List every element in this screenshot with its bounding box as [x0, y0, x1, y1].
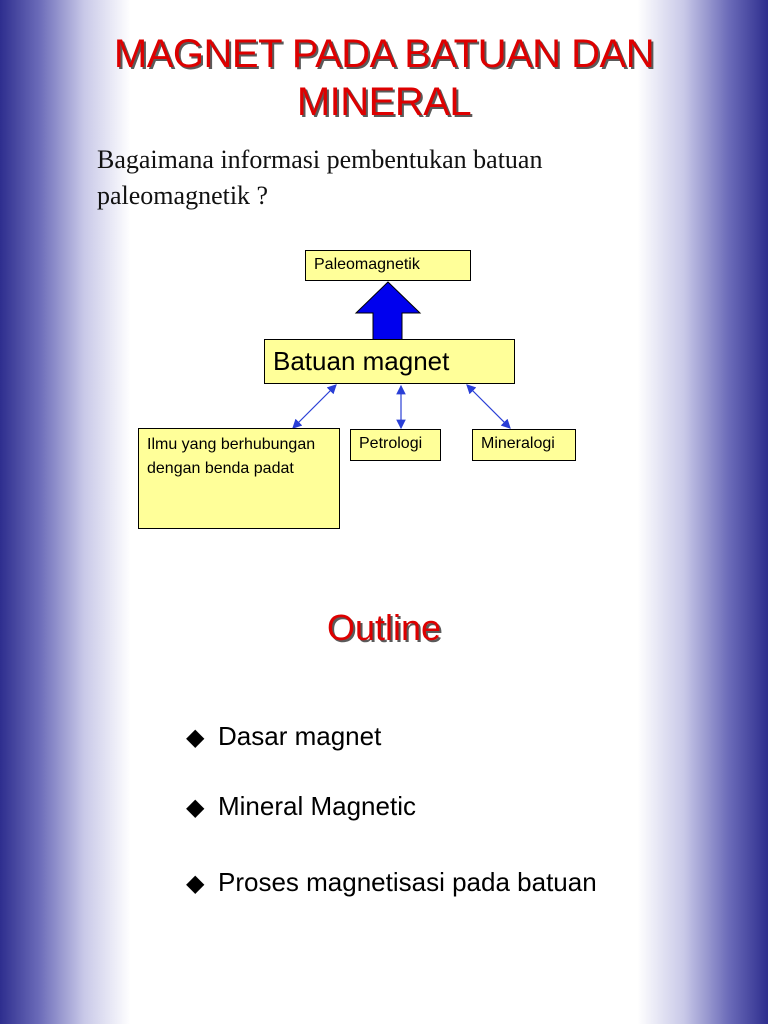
outline-item — [186, 866, 597, 900]
outline-item — [186, 790, 416, 824]
outline-heading: Outline — [326, 607, 442, 648]
slide-title-line-2: MINERAL — [296, 80, 472, 124]
up-arrow — [356, 282, 420, 340]
node-ilmu-benda-padat — [138, 428, 340, 529]
diamond-bullet-icon: ◆ — [186, 870, 205, 897]
outline-item-label: Dasar magnet — [218, 721, 382, 751]
slide-title-line-1: MAGNET PADA BATUAN DAN — [113, 32, 655, 76]
node-petrologi-label: Petrologi — [359, 435, 423, 452]
question-text: Bagaimana informasi pembentukan batuan paleomagnetik ? — [97, 145, 543, 210]
diamond-bullet-icon: ◆ — [186, 794, 205, 821]
node-paleomagnetik — [305, 250, 471, 281]
node-petrologi — [350, 429, 441, 461]
node-ilmu-label: Ilmu yang berhubungan dengan benda padat — [147, 436, 316, 477]
node-batuan-magnet — [264, 339, 515, 384]
outline-item-label: Mineral Magnetic — [218, 791, 416, 821]
connector-right — [467, 385, 510, 428]
node-mineralogi-label: Mineralogi — [481, 435, 555, 452]
node-paleomagnetik-label: Paleomagnetik — [314, 256, 420, 273]
node-batuan-magnet-label: Batuan magnet — [273, 346, 450, 376]
outline-item-label: Proses magnetisasi pada batuan — [218, 867, 597, 897]
node-mineralogi — [472, 429, 576, 461]
diamond-bullet-icon: ◆ — [186, 724, 205, 751]
outline-item — [186, 720, 381, 754]
connector-left — [293, 385, 336, 428]
